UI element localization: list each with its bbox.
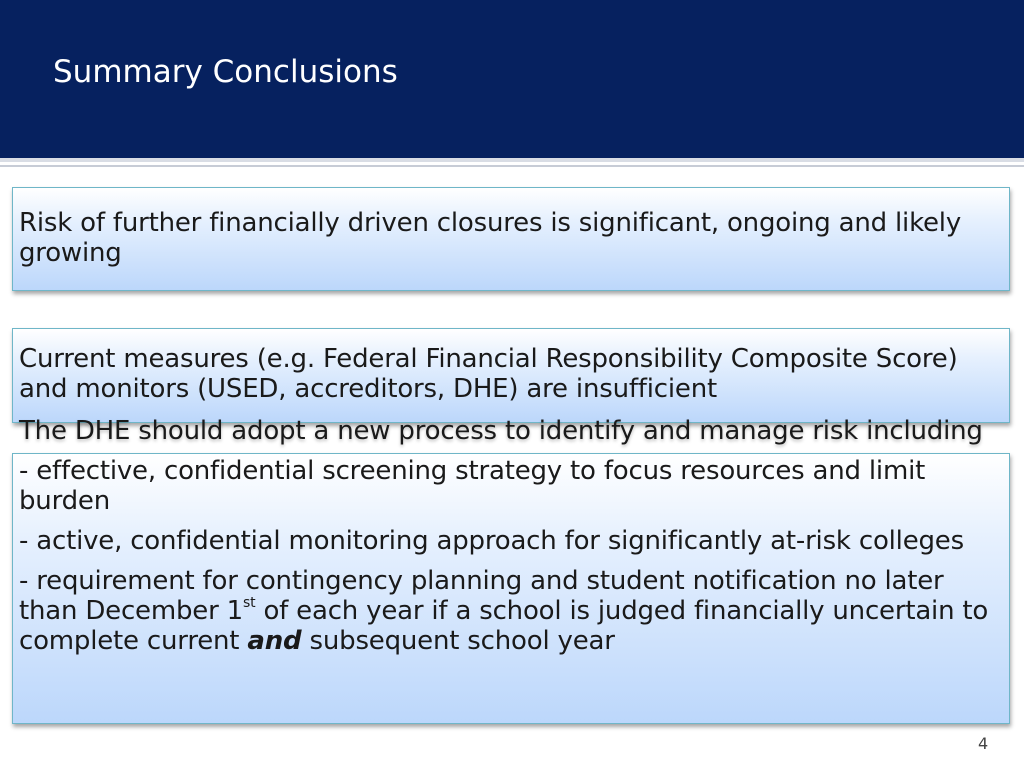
bullet-text-part-1: - requirement for contingency planning and student notification no later than December 1 (19, 566, 944, 626)
bullet-text-part-2: of each year if a school is judged financially uncertain to complete current (19, 596, 989, 656)
divider-line-lower (0, 165, 1024, 167)
recommendation-intro: The DHE should adopt a new process to identify and manage risk including (19, 416, 983, 446)
emphasis-word: and (247, 626, 302, 656)
recommendation-bullet-contingency (19, 566, 1004, 656)
page-number: 4 (978, 734, 989, 753)
recommendation-bullet-screening: - effective, confidential screening strategy to focus resources and limit burden (19, 456, 926, 516)
ordinal-suffix: st (242, 595, 256, 612)
recommendation-text (19, 416, 1004, 656)
slide-title: Summary Conclusions (53, 54, 398, 90)
bullet-text-part-3: subsequent school year (301, 626, 615, 656)
recommendation-bullet-monitoring: - active, confidential monitoring approach for significantly at-risk colleges (19, 526, 964, 556)
title-banner (0, 0, 1024, 158)
conclusion-text-measures: Current measures (e.g. Federal Financial Responsibility Composite Score) and monitors (USED, accreditors, DHE) are insufficient (19, 344, 958, 404)
conclusion-text-risk: Risk of further financially driven closures is significant, ongoing and likely growing (19, 208, 962, 268)
